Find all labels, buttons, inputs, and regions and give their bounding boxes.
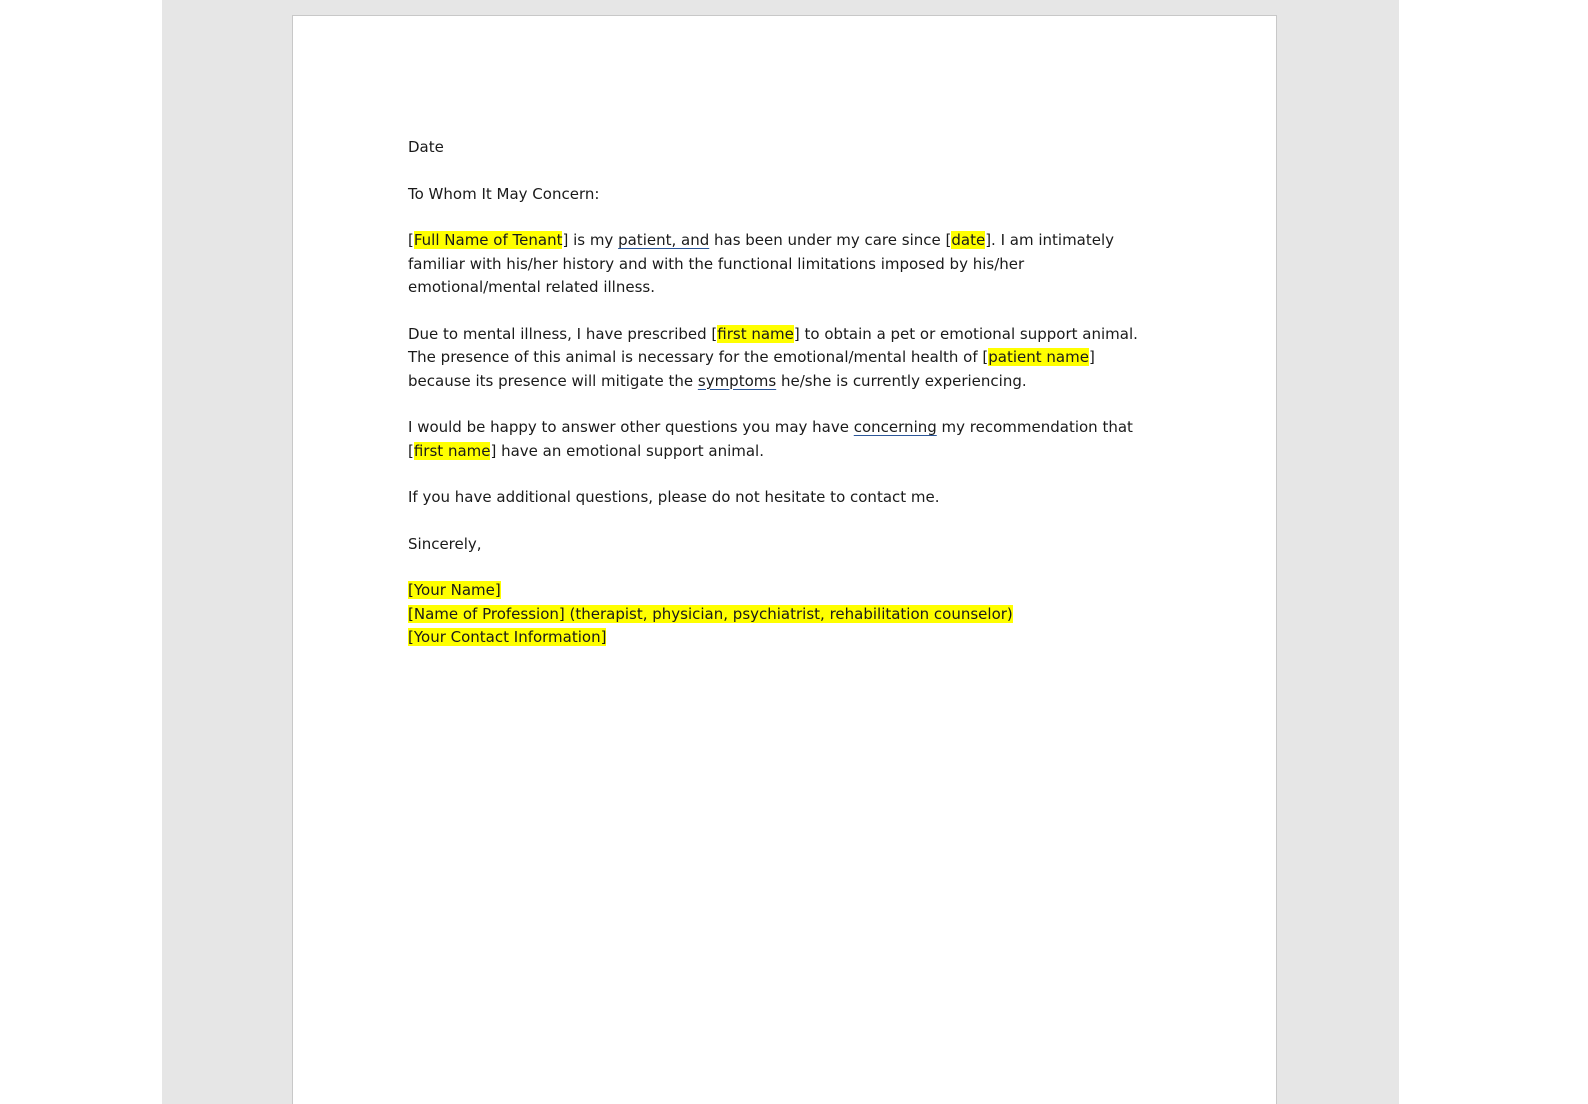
text-run: ]. I am intimately familiar with his/her history and with the functional limitations imposed by his/her emotional/mental related illness. [408, 231, 1115, 296]
salutation: To Whom It May Concern: [408, 184, 600, 203]
text-run: ] is my [562, 231, 619, 249]
placeholder-tenant-name: Full Name of Tenant [413, 231, 563, 249]
signature-profession-line [408, 603, 1143, 627]
text-run: he/she is currently experiencing. [776, 371, 1027, 390]
document-page[interactable] [292, 15, 1277, 1104]
date-line: Date [408, 138, 444, 156]
document-workspace [162, 0, 1399, 1104]
closing: Sincerely, [408, 534, 482, 553]
text-run: my recommendation that [ [408, 418, 1133, 460]
placeholder-patient-name: patient name [988, 348, 1089, 366]
text-run: has been under my care since [ [709, 231, 952, 249]
paragraph-contact: If you have additional questions, please do not hesitate to contact me. [408, 488, 940, 506]
signature-name-line [408, 579, 1143, 603]
letter-body[interactable] [408, 136, 1143, 650]
placeholder-contact-info: [Your Contact Information] [408, 628, 607, 646]
text-run: [ [408, 231, 414, 249]
signature-contact-line [408, 626, 1143, 650]
placeholder-profession: [Name of Profession] (therapist, physician, psychiatrist, rehabilitation counselor) [408, 604, 1013, 623]
grammar-flag-symptoms[interactable]: symptoms [697, 371, 777, 390]
placeholder-your-name: [Your Name] [408, 581, 501, 599]
text-run: ] have an emotional support animal. [490, 441, 764, 460]
grammar-flag-concerning[interactable]: concerning [853, 418, 937, 436]
placeholder-first-name-2: first name [413, 441, 491, 460]
text-run: ] to obtain a pet or emotional support animal. The presence of this animal is necessary for the emotional/mental health of [ [408, 324, 1138, 366]
paragraph-prescription [408, 323, 1143, 394]
text-run: I would be happy to answer other questions you may have [408, 418, 854, 436]
placeholder-date: date [951, 231, 986, 249]
grammar-flag-patient-and[interactable]: patient, and [618, 231, 710, 249]
text-run: ] because its presence will mitigate the [408, 348, 1095, 390]
text-run: Due to mental illness, I have prescribed [ [408, 324, 718, 343]
paragraph-questions [408, 416, 1143, 463]
paragraph-intro [408, 229, 1143, 300]
placeholder-first-name: first name [717, 324, 794, 343]
